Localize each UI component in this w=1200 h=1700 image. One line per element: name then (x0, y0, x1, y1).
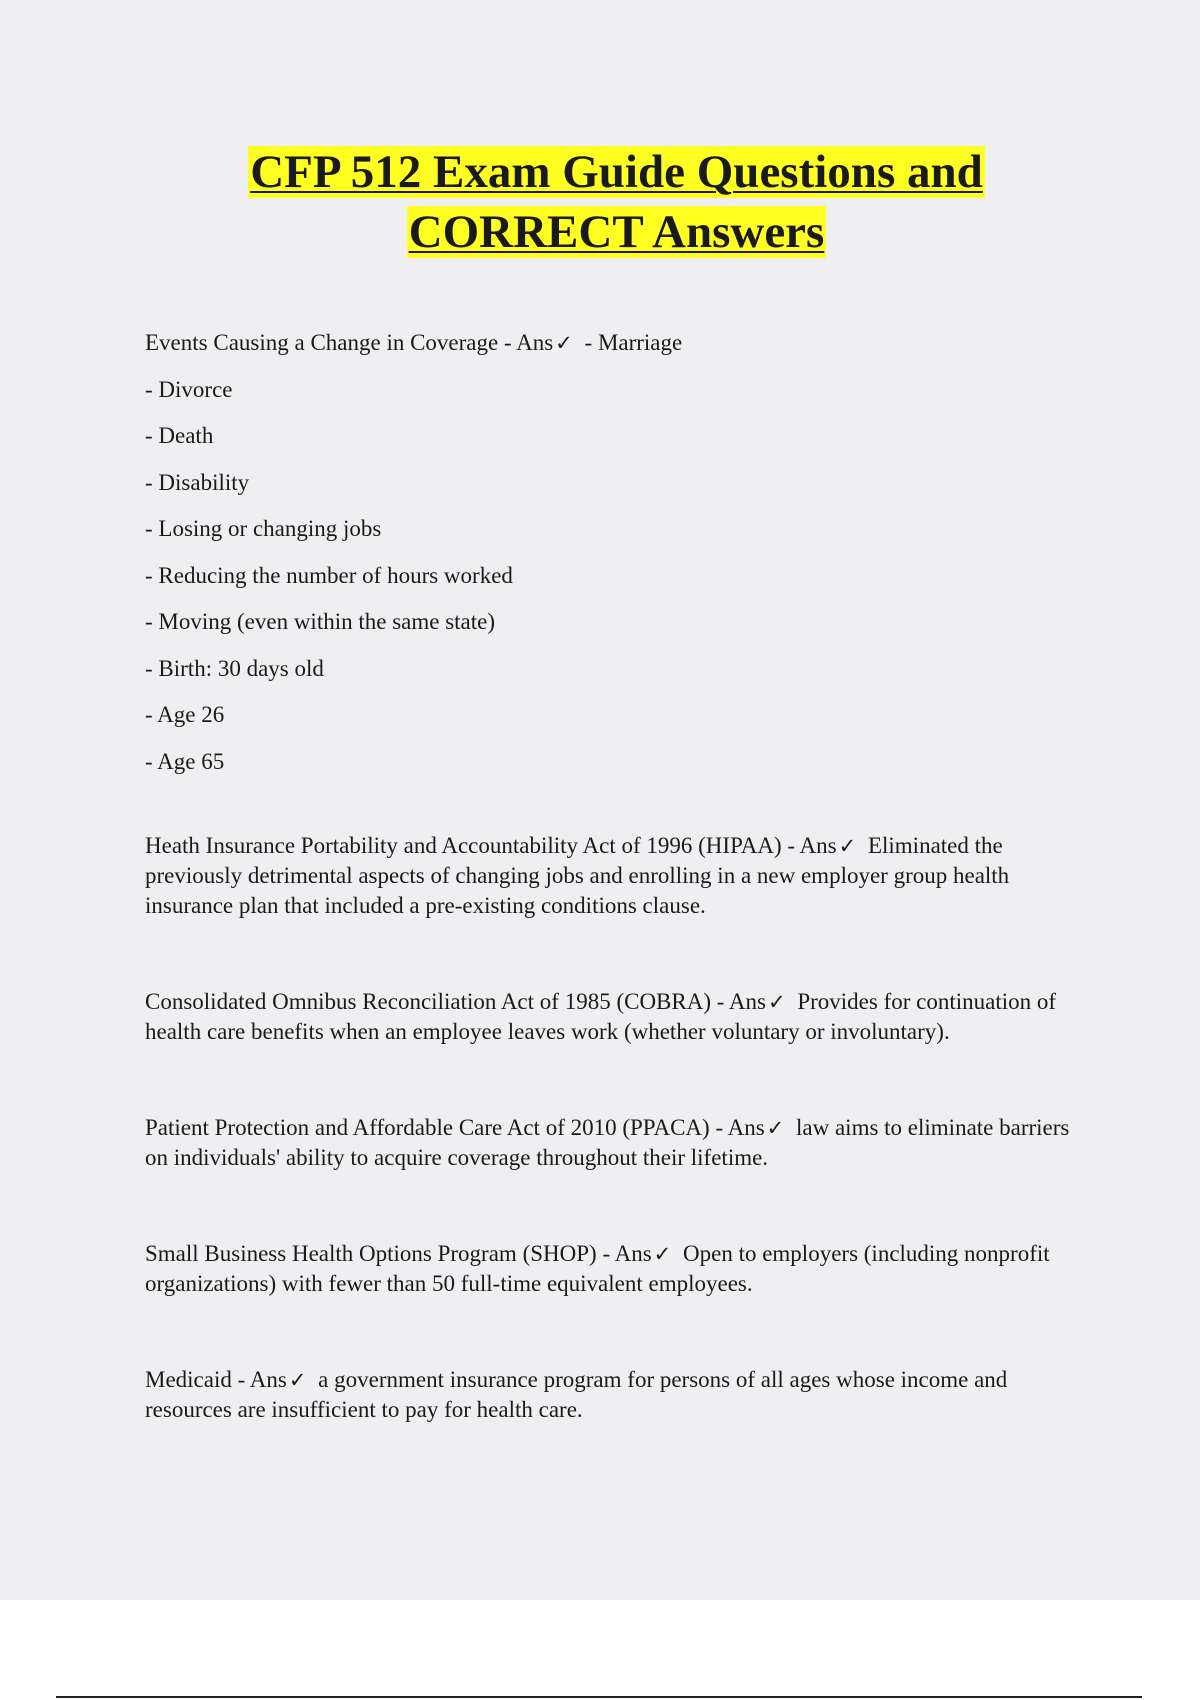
checkmark-icon: ✓ (767, 990, 786, 1014)
list-item: - Moving (even within the same state) (145, 609, 496, 634)
checkmark-icon: ✓ (288, 1368, 307, 1392)
question-heading (145, 328, 1085, 375)
page-title (0, 142, 1200, 262)
question-medicaid (145, 1365, 1085, 1425)
question-term: Heath Insurance Portability and Accountability Act of 1996 (HIPAA) - Ans (145, 833, 837, 858)
title-line-1: CFP 512 Exam Guide Questions and (250, 146, 983, 198)
question-answer: a government insurance program for persons of all ages whose income and resources are insufficient to pay for health care. (145, 1367, 1008, 1422)
question-answer: - Marriage (578, 330, 683, 355)
document-body (145, 328, 1085, 1425)
question-events-coverage (145, 328, 1085, 793)
checkmark-icon: ✓ (766, 1116, 785, 1140)
checkmark-icon: ✓ (555, 331, 573, 355)
list-item: - Age 65 (145, 748, 225, 774)
question-cobra (145, 987, 1085, 1047)
question-answer: Open to employers (including nonprofit organizations) with fewer than 50 full-time equivalent employees. (145, 1241, 1050, 1296)
question-answer: Eliminated the previously detrimental aspects of changing jobs and enrolling in a new employer group health insurance plan that included a pre-existing conditions clause. (145, 833, 1010, 918)
list-item: - Reducing the number of hours worked (145, 562, 513, 588)
checkmark-icon: ✓ (838, 834, 857, 858)
question-answer: Provides for continuation of health care benefits when an employee leaves work (whether voluntary or involuntary). (145, 989, 1057, 1044)
question-term: Patient Protection and Affordable Care Act of 2010 (PPACA) - Ans (145, 1115, 765, 1140)
list-item: - Death (145, 423, 214, 448)
list-item: - Divorce (145, 376, 233, 402)
question-term: Consolidated Omnibus Reconciliation Act of 1985 (COBRA) - Ans (145, 989, 766, 1014)
list-item: - Disability (145, 469, 250, 495)
question-shop (145, 1239, 1085, 1299)
question-term: Events Causing a Change in Coverage - Ans (145, 330, 554, 355)
checkmark-icon: ✓ (653, 1242, 672, 1266)
list-item: - Losing or changing jobs (145, 516, 382, 541)
question-hipaa (145, 831, 1085, 921)
list-item: - Age 26 (145, 702, 225, 727)
question-ppaca (145, 1113, 1085, 1173)
question-term: Small Business Health Options Program (SHOP) - Ans (145, 1241, 652, 1266)
question-term: Medicaid - Ans (145, 1367, 287, 1392)
title-line-2: CORRECT Answers (408, 206, 825, 258)
question-answer: law aims to eliminate barriers on individuals' ability to acquire coverage throughout their lifetime. (145, 1115, 1070, 1170)
page-divider (56, 1696, 1142, 1698)
list-item: - Birth: 30 days old (145, 655, 324, 681)
